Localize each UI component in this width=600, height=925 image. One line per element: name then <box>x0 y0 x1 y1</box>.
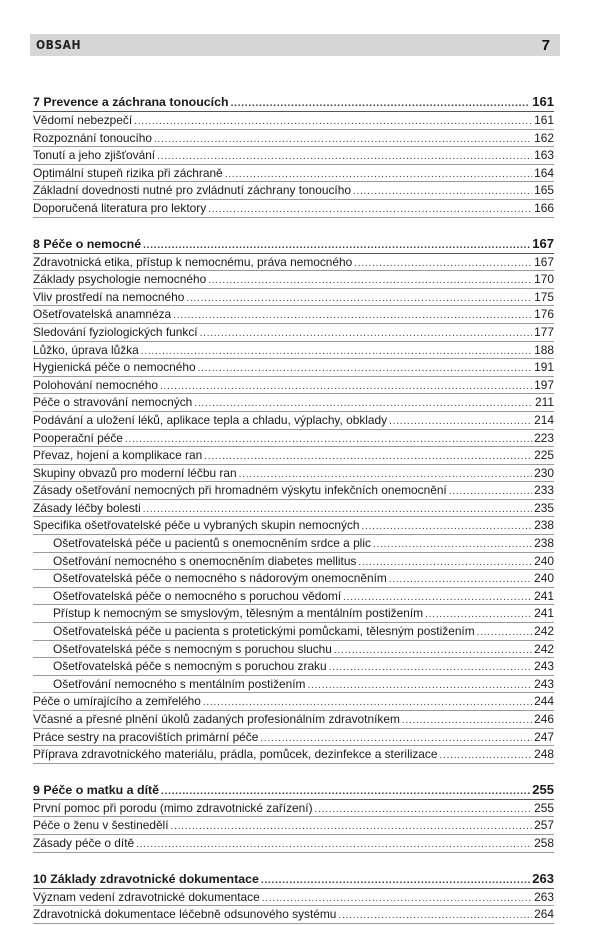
entry-page: 176 <box>534 307 554 322</box>
toc-entry <box>33 641 554 659</box>
entry-page: 264 <box>534 907 554 922</box>
entry-title: Ošetřování nemocného s onemocněním diabetes mellitus <box>53 553 357 568</box>
entry-page: 197 <box>534 377 554 392</box>
entry-page: 211 <box>535 395 554 410</box>
entry-title: Zásady ošetřování nemocných při hromadném výskytu infekčních onemocnění <box>33 483 447 498</box>
entry-title: Ošetřovatelská péče u pacientů s onemocněním srdce a plic <box>53 536 371 551</box>
entry-page: 238 <box>534 518 554 533</box>
entry-page: 240 <box>534 571 554 586</box>
entry-page: 165 <box>534 183 554 198</box>
entry-page: 246 <box>534 712 554 726</box>
toc-entry <box>33 729 554 747</box>
entry-page: 241 <box>534 606 554 621</box>
dot-leader <box>260 731 532 748</box>
dot-leader <box>200 326 533 343</box>
dot-leader <box>261 871 530 890</box>
toc-entry <box>33 605 554 623</box>
toc-entry <box>33 535 554 553</box>
entry-title: Práce sestry na pracovištích primární péče <box>33 729 259 744</box>
dot-leader <box>389 572 532 589</box>
chapter-section <box>33 92 554 218</box>
toc-entry <box>33 200 554 218</box>
entry-page: 191 <box>534 360 554 375</box>
toc-entry <box>33 658 554 676</box>
toc-entry <box>33 306 554 324</box>
entry-title: Skupiny obvazů pro moderní léčbu ran <box>33 465 237 480</box>
entry-page: 242 <box>534 624 554 639</box>
dot-leader <box>143 236 530 255</box>
toc-entry <box>33 430 554 448</box>
chapter-title: 9 Péče o matku a dítě <box>33 782 160 797</box>
dot-leader <box>389 414 532 431</box>
entry-title: Ošetřovatelská péče s nemocným s poruchou sluchu <box>53 641 332 656</box>
chapter-section <box>33 869 554 924</box>
toc-entry <box>33 693 554 711</box>
toc-entry <box>33 130 554 148</box>
entry-title: Hygienická péče o nemocného <box>33 360 196 375</box>
toc-entry <box>33 182 554 200</box>
toc-entry <box>33 570 554 588</box>
toc-entry <box>33 412 554 430</box>
toc-entry <box>33 165 554 183</box>
toc-entry <box>33 746 554 764</box>
dot-leader <box>362 519 533 536</box>
entry-title: Ošetřovatelská péče o nemocného s nádorovým onemocněním <box>53 571 387 586</box>
dot-leader <box>329 660 533 677</box>
toc-entry <box>33 324 554 342</box>
toc-entry <box>33 553 554 571</box>
dot-leader <box>143 502 532 519</box>
dot-leader <box>354 256 532 273</box>
entry-page: 188 <box>534 342 554 357</box>
dot-leader <box>439 748 532 765</box>
entry-page: 244 <box>534 694 554 709</box>
entry-page: 163 <box>534 148 554 163</box>
dot-leader <box>208 273 532 290</box>
entry-title: Ošetřovatelská péče u pacienta s protetickými pomůckami, tělesným postižením <box>53 624 475 639</box>
dot-leader <box>173 308 532 325</box>
dot-leader <box>171 819 533 836</box>
chapter-heading <box>33 92 554 112</box>
entry-page: 167 <box>534 254 554 269</box>
dot-leader <box>141 344 532 361</box>
dot-leader <box>154 132 532 149</box>
toc-entry <box>33 835 554 853</box>
entry-title: Ošetřovatelská anamnéza <box>33 307 172 322</box>
entry-page: 233 <box>534 483 554 498</box>
chapter-heading <box>33 234 554 254</box>
entry-title: Péče o umírajícího a zemřelého <box>33 694 201 709</box>
toc-entry <box>33 889 554 907</box>
entry-page: 243 <box>534 676 554 691</box>
entry-page: 248 <box>534 747 554 762</box>
entry-title: Ošetřovatelská péče s nemocným s poruchou zraku <box>53 659 327 674</box>
entry-page: 170 <box>534 272 554 287</box>
toc-entry <box>33 254 554 272</box>
toc-entry <box>33 482 554 500</box>
entry-title: Zdravotnická etika, přístup k nemocnému, práva nemocného <box>33 254 353 269</box>
entry-title: Lůžko, úprava lůžka <box>33 342 139 357</box>
running-header <box>30 34 560 56</box>
entry-title: Specifika ošetřovatelské péče u vybraných skupin nemocných <box>33 518 360 533</box>
toc-entry <box>33 394 554 412</box>
dot-leader <box>449 484 532 501</box>
entry-title: Sledování fyziologických funkcí <box>33 324 198 339</box>
entry-page: 223 <box>534 430 554 445</box>
dot-leader <box>231 94 531 113</box>
entry-page: 240 <box>534 553 554 568</box>
toc-entry <box>33 289 554 307</box>
entry-page: 241 <box>534 588 554 603</box>
dot-leader <box>334 643 532 660</box>
entry-page: 162 <box>534 130 554 145</box>
entry-page: 230 <box>534 465 554 480</box>
dot-leader <box>402 713 532 730</box>
toc-entry <box>33 711 554 729</box>
dot-leader <box>157 149 532 166</box>
entry-title: Polohování nemocného <box>33 377 158 392</box>
entry-title: Základní dovednosti nutné pro zvládnutí záchrany tonoucího <box>33 183 351 198</box>
entry-title: Péče o ženu v šestinedělí <box>33 818 169 833</box>
entry-title: Péče o stravování nemocných <box>33 395 193 410</box>
chapter-page: 263 <box>532 870 554 886</box>
entry-page: 258 <box>534 835 554 850</box>
dot-leader <box>373 537 532 554</box>
entry-title: Převaz, hojení a komplikace ran <box>33 448 203 463</box>
entry-page: 214 <box>534 412 554 427</box>
toc-entry <box>33 500 554 518</box>
entry-title: Ošetřování nemocného s mentálním postižením <box>53 676 306 691</box>
entry-title: Tonutí a jeho zjišťování <box>33 148 156 163</box>
dot-leader <box>204 449 532 466</box>
entry-title: Včasné a přesné plnění úkolů zadaných profesionálním zdravotníkem <box>33 712 400 726</box>
dot-leader <box>239 467 533 484</box>
entry-title: Přístup k nemocným se smyslovým, tělesným a mentálním postižením <box>53 606 424 621</box>
entry-title: Zdravotnická dokumentace léčebně odsunového systému <box>33 907 337 922</box>
toc-entry <box>33 342 554 360</box>
entry-title: Doporučená literatura pro lektory <box>33 200 207 215</box>
dot-leader <box>225 167 532 184</box>
entry-page: 161 <box>534 113 554 127</box>
dot-leader <box>203 695 532 712</box>
dot-leader <box>338 908 532 925</box>
toc-entry <box>33 271 554 289</box>
entry-title: První pomoc při porodu (mimo zdravotnické zařízení) <box>33 800 313 815</box>
table-of-contents <box>33 92 554 924</box>
toc-entry <box>33 465 554 483</box>
chapter-section <box>33 780 554 853</box>
entry-page: 235 <box>534 500 554 515</box>
entry-title: Příprava zdravotnického materiálu, prádla, pomůcek, dezinfekce a sterilizace <box>33 747 438 762</box>
chapter-page: 167 <box>532 235 554 251</box>
chapter-title: 8 Péče o nemocné <box>33 236 142 251</box>
entry-page: 164 <box>534 165 554 180</box>
entry-title: Zásady péče o dítě <box>33 835 135 850</box>
dot-leader <box>315 802 533 819</box>
dot-leader <box>353 184 532 201</box>
page-number: 7 <box>541 36 550 54</box>
toc-entry <box>33 906 554 924</box>
entry-title: Ošetřovatelská péče o nemocného s poruchou vědomí <box>53 588 342 603</box>
dot-leader <box>134 114 532 131</box>
chapter-heading <box>33 869 554 889</box>
dot-leader <box>358 555 532 572</box>
entry-title: Optimální stupeň rizika při záchraně <box>33 165 223 180</box>
entry-page: 255 <box>534 800 554 815</box>
dot-leader <box>161 782 530 801</box>
entry-title: Vědomí nebezpečí <box>33 113 133 127</box>
toc-entry <box>33 377 554 395</box>
entry-title: Zásady léčby bolesti <box>33 500 141 515</box>
chapter-page: 255 <box>532 781 554 797</box>
entry-page: 177 <box>534 324 554 339</box>
dot-leader <box>194 396 533 413</box>
entry-page: 257 <box>534 818 554 833</box>
section-title: OBSAH <box>36 38 82 52</box>
toc-entry <box>33 147 554 165</box>
toc-entry <box>33 112 554 130</box>
dot-leader <box>160 379 532 396</box>
entry-page: 238 <box>534 536 554 551</box>
entry-page: 225 <box>534 448 554 463</box>
entry-page: 263 <box>534 889 554 904</box>
entry-title: Podávání a uložení léků, aplikace tepla a chladu, výplachy, obklady <box>33 412 388 427</box>
dot-leader <box>425 607 532 624</box>
dot-leader <box>208 202 532 219</box>
toc-entry <box>33 623 554 641</box>
toc-entry <box>33 676 554 694</box>
toc-entry <box>33 588 554 606</box>
dot-leader <box>125 432 532 449</box>
entry-page: 247 <box>534 729 554 744</box>
entry-page: 242 <box>534 641 554 656</box>
toc-entry <box>33 447 554 465</box>
dot-leader <box>262 891 532 908</box>
entry-title: Význam vedení zdravotnické dokumentace <box>33 889 260 904</box>
dot-leader <box>186 291 532 308</box>
dot-leader <box>136 837 532 854</box>
dot-leader <box>477 625 533 642</box>
dot-leader <box>307 678 532 695</box>
entry-page: 166 <box>534 200 554 215</box>
entry-title: Rozpoznání tonoucího <box>33 130 152 145</box>
entry-title: Pooperační péče <box>33 430 123 445</box>
dot-leader <box>198 361 533 378</box>
entry-title: Vliv prostředí na nemocného <box>33 289 185 304</box>
chapter-page: 161 <box>532 94 554 109</box>
chapter-title: 10 Základy zdravotnické dokumentace <box>33 871 259 886</box>
chapter-title: 7 Prevence a záchrana tonoucích <box>33 95 229 109</box>
toc-entry <box>33 817 554 835</box>
chapter-section <box>33 234 554 764</box>
toc-entry <box>33 517 554 535</box>
entry-page: 175 <box>534 289 554 304</box>
toc-entry <box>33 359 554 377</box>
toc-entry <box>33 800 554 818</box>
entry-title: Základy psychologie nemocného <box>33 272 207 287</box>
dot-leader <box>343 590 532 607</box>
chapter-heading <box>33 780 554 800</box>
entry-page: 243 <box>534 659 554 674</box>
